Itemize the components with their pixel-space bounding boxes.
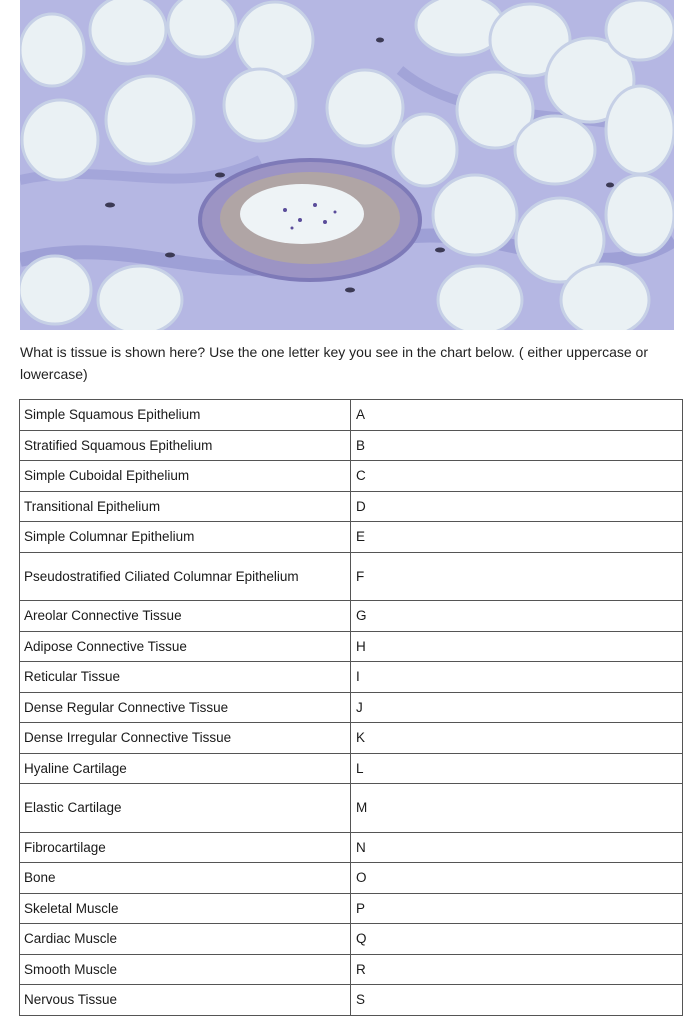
tissue-letter: C: [351, 461, 683, 492]
tissue-letter: G: [351, 601, 683, 632]
tissue-letter: P: [351, 893, 683, 924]
tissue-name: Elastic Cartilage: [20, 784, 351, 833]
tissue-name: Skeletal Muscle: [20, 893, 351, 924]
tissue-letter: B: [351, 430, 683, 461]
table-row: [20, 954, 683, 985]
table-row: [20, 863, 683, 894]
tissue-name: Nervous Tissue: [20, 985, 351, 1016]
tissue-key-table: [19, 399, 683, 1016]
tissue-name: Fibrocartilage: [20, 832, 351, 863]
tissue-name: Bone: [20, 863, 351, 894]
tissue-name: Simple Cuboidal Epithelium: [20, 461, 351, 492]
tissue-letter: N: [351, 832, 683, 863]
table-row: [20, 662, 683, 693]
tissue-letter: A: [351, 400, 683, 431]
tissue-letter: D: [351, 491, 683, 522]
tissue-name: Smooth Muscle: [20, 954, 351, 985]
tissue-letter: F: [351, 552, 683, 601]
table-row: [20, 784, 683, 833]
tissue-letter: H: [351, 631, 683, 662]
tissue-letter: S: [351, 985, 683, 1016]
table-row: [20, 631, 683, 662]
tissue-name: Transitional Epithelium: [20, 491, 351, 522]
table-row: [20, 723, 683, 754]
tissue-micrograph: [20, 0, 674, 330]
table-row: [20, 692, 683, 723]
question-text: What is tissue is shown here? Use the one letter key you see in the chart below. ( either uppercase or lowercase): [20, 344, 648, 382]
tissue-name: Hyaline Cartilage: [20, 753, 351, 784]
table-row: [20, 491, 683, 522]
table-row: [20, 552, 683, 601]
tissue-letter: M: [351, 784, 683, 833]
tissue-name: Stratified Squamous Epithelium: [20, 430, 351, 461]
tissue-name: Adipose Connective Tissue: [20, 631, 351, 662]
tissue-name: Dense Irregular Connective Tissue: [20, 723, 351, 754]
tissue-name: Areolar Connective Tissue: [20, 601, 351, 632]
tissue-name: Simple Squamous Epithelium: [20, 400, 351, 431]
tissue-name: Reticular Tissue: [20, 662, 351, 693]
table-row: [20, 924, 683, 955]
table-row: [20, 753, 683, 784]
table-row: [20, 832, 683, 863]
tissue-name: Simple Columnar Epithelium: [20, 522, 351, 553]
tissue-letter: K: [351, 723, 683, 754]
table-row: [20, 522, 683, 553]
tissue-letter: J: [351, 692, 683, 723]
tissue-letter: Q: [351, 924, 683, 955]
table-row: [20, 461, 683, 492]
table-row: [20, 601, 683, 632]
table-row: [20, 400, 683, 431]
table-row: [20, 985, 683, 1016]
tissue-letter: O: [351, 863, 683, 894]
tissue-name: Cardiac Muscle: [20, 924, 351, 955]
tissue-letter: E: [351, 522, 683, 553]
tissue-letter: R: [351, 954, 683, 985]
tissue-name: Pseudostratified Ciliated Columnar Epithelium: [20, 552, 351, 601]
table-row: [20, 430, 683, 461]
tissue-letter: I: [351, 662, 683, 693]
table-row: [20, 893, 683, 924]
tissue-letter: L: [351, 753, 683, 784]
tissue-name: Dense Regular Connective Tissue: [20, 692, 351, 723]
